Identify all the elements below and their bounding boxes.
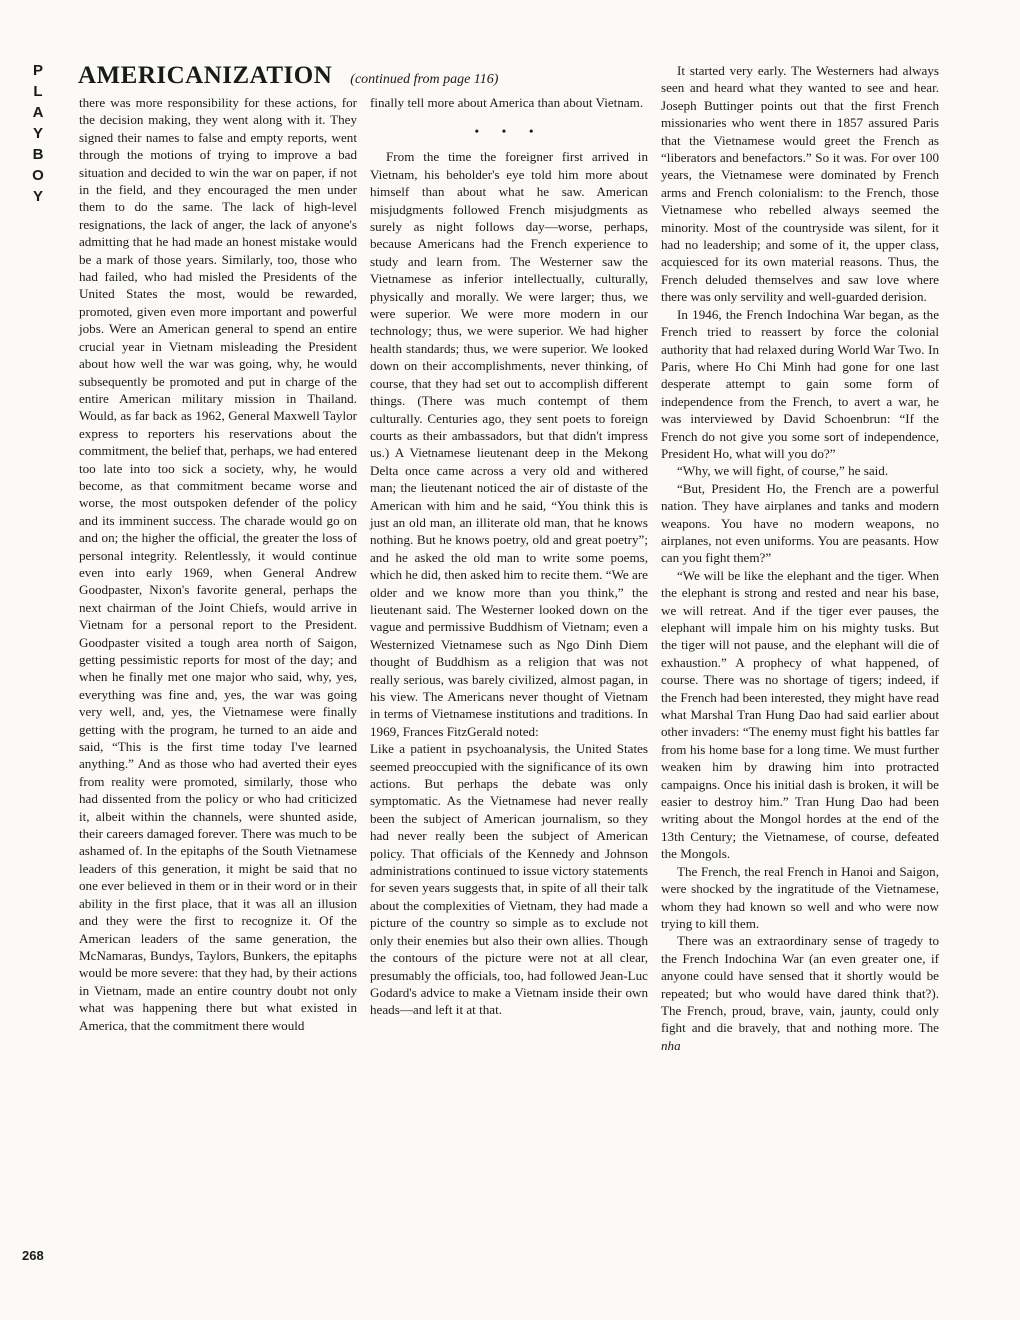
paragraph: From the time the foreigner first arrived in Vietnam, his beholder's eye told him more about himself than about what he saw. American misjudgments followed French misjudgments as surely as night follows day—worse, perhaps, because Americans had the French experience to study and learn from. The Westerner saw the Vietnamese as inferior intellectually, culturally, physically and morally. We were larger; thus, we were superior. We were more modern in our technology; thus, we were superior. We had higher health standards; thus, we were superior. We looked down on their accomplishments, never thinking, of course, that they had set out to accomplish different things. (There was much contempt of them culturally. Centuries ago, they sent poets to foreign courts as their ambassadors, but that didn't impress us.) A Vietnamese lieutenant deep in the Mekong Delta once came across a very old and withered man; the lieutenant noticed the air of distaste of the American with him and he said, “You think this is just an old man, an illiterate old man, that he knows nothing. But he knows poetry, old and great poetry”; and he asked the old man to write some poems, which he did, then asked him to recite them. “We are older and we know more than you think,” the lieutenant said. The Westerner looked down on the vague and permissive Buddhism of Vietnam; even a Westernized Vietnamese such as Ngo Dinh Diem thought of Buddhism as a religion that was not really serious, was barely civilized, almost pagan, in his view. The Americans never thought of Vietnam in terms of Vietnamese institutions and traditions. In 1969, Frances FitzGerald noted: xyxy=(370,149,648,739)
section-separator: • • • xyxy=(474,124,544,139)
side-title-letter: Y xyxy=(32,188,43,205)
block-quote: Like a patient in psychoanalysis, the United States seemed preoccupied with the significance of its own actions. But perhaps the debate was only symptomatic. As the Vietnamese had never really been the subject of American journalism, so they had never really been the subject of American policy. That officials of the Kennedy and Johnson administrations continued to issue victory statements for seven years suggests that, in spite of all their talk about the complexities of Vietnam, they had made a picture of the country so simple as to exclude not only their enemies but also their own allies. Though the contours of the picture were not at all clear, presumably the officials, too, had followed Jean-Luc Godard's advice to make a Vietnam inside their own heads—and left it at that. xyxy=(370,741,648,1018)
column-1 xyxy=(79,94,357,1034)
paragraph: “But, President Ho, the French are a powerful nation. They have airplanes and tanks and modern weapons. You have no modern weapons, no airplanes, not even uniforms. You are peasants. How can you fight them?” xyxy=(661,480,939,566)
article-heading xyxy=(78,62,638,94)
side-title-letter: A xyxy=(32,104,44,121)
magazine-side-title xyxy=(28,60,48,207)
side-title-letter: L xyxy=(33,83,43,100)
column-3 xyxy=(661,62,939,1054)
column-2 xyxy=(370,94,648,1019)
paragraph: “Why, we will fight, of course,” he said. xyxy=(677,463,889,479)
article-title: AMERICANIZATION xyxy=(78,62,333,89)
paragraph-lead: finally tell more about America than about Vietnam. xyxy=(370,95,644,110)
side-title-letter: B xyxy=(32,146,44,163)
side-title-letter: O xyxy=(32,167,44,184)
paragraph: there was more responsibility for these actions, for the decision making, they went along with it. They signed their names to false and empty reports, went through the motions of trying to improve a bad situation and decided to win the war on paper, if not in the field, and they encouraged the men under them to do the same. The lack of high-level resignations, the lack of anger, the lack of anyone's admitting that he had made an honest mistake would be a mark of those years. Similarly, too, those who had failed, who had misled the Presidents of the United States the most, would be rewarded, promoted, given even more important and powerful jobs. Were an American general to spend an entire crucial year in Vietnam misleading the President about how well the war was going, why, he would subsequently be promoted and put in charge of the entire American military mission in Thailand. Would, as far back as 1962, General Maxwell Taylor express to reporters his reservations about the commitment, the belief that, perhaps, we had entered too late into too sick a society, why, he would become, as that commitment became worse and worse, the most outspoken defender of the policy and its imminent success. The charade would go on and on; the higher the official, the greater the loss of personal integrity. Relentlessly, it would continue even into early 1969, when General Andrew Goodpaster, Nixon's favorite general, perhaps the next chairman of the Joint Chiefs, would arrive in Vietnam for a personal report to the President. Goodpaster visited a tough area north of Saigon, getting pessimistic reports for most of the day; and when he finally met one major who said, why, yes, everything was fine and, yes, the war was going very well, and, yes, the Vietnamese were finally getting with the program, he turned to an aide and said, “This is the first time today I've learned anything.” And as those who had averted their eyes from reality were promoted, similarly, those who had dissented from the policy or who had criticized it, albeit within the channels, were shunted aside, their careers damaged forever. There was much to be ashamed of. In the epitaphs of the South Vietnamese leaders of this generation, it might be said that no one ever believed in them or in their word or in their ability in the first place, that it was all an illusion and they were the first to recognize it. Of the American leaders of the same generation, the McNamaras, Bundys, Taylors, Bunkers, the epitaphs would be more severe: that they had, by their actions in Vietnam, made an entire country doubt not only what was happening there but what existed in America, that the commitment there would xyxy=(79,95,357,1033)
continued-note: (continued from page 116) xyxy=(350,72,499,87)
paragraph: “We will be like the elephant and the tiger. When the elephant is strong and rested and near his base, we will retreat. And if the tiger ever pauses, the elephant will impale him on his mighty tusks. But the tiger will not pause, and the elephant will die of exhaustion.” A prophecy of what happened, of course. There was no shortage of tigers; indeed, if the French had been interested, they might have read what Marshal Tran Hung Dao had said earlier about other invaders: “The enemy must fight his battles far from his home base for a long time. We must further weaken him by drawing him into protracted campaigns. Once his initial dash is broken, it will be easier to destroy him.” Tran Hung Dao had been writing about the Mongol hordes at the end of the 13th Century; the Vietnamese, of course, defeated the Mongols. xyxy=(661,567,939,862)
page-number: 268 xyxy=(22,1248,44,1263)
paragraph: It started very early. The Westerners had always seen and heard what they wanted to see and hear. Joseph Buttinger points out that the first French missionaries who went there in 1857 assured Paris that the Vietnamese would greet the French as “liberators and benefactors.” So it was. For over 100 years, the Vietnamese were dominated by French arms and French colonialism: to the French, those Vietnamese who rebelled always seemed the minority. Most of the countryside was silent, for it had no leadership; and some of it, the upper class, acquiesced for its own material reasons. Thus, the French deluded themselves and saw love where there was only servility and well-guarded derision. xyxy=(661,63,939,305)
side-title-letter: Y xyxy=(32,125,43,142)
paragraph: In 1946, the French Indochina War began, as the French tried to reassert by force the colonial authority that had relaxed during World War Two. In Paris, where Ho Chi Minh had gone for one last desperate attempt to gain some form of independence from the French, to avert a war, he was interviewed by David Schoenbrun: “If the French do not give you some sort of independence, President Ho, what will you do?” xyxy=(661,306,939,461)
side-title-letter: P xyxy=(32,62,43,79)
trailing-italic-word: nha xyxy=(661,1037,681,1053)
paragraph: The French, the real French in Hanoi and Saigon, were shocked by the ingratitude of the Vietnamese, whom they had known so well and who were now trying to kill them. xyxy=(661,863,939,931)
paragraph-last xyxy=(661,932,939,1054)
paragraph-text: There was an extraordinary sense of tragedy to the French Indochina War (an even greater one, if anyone could have sensed that it shortly would be repeated; but who would have dared think that?). The French, proud, brave, vain, jaunty, could only fight and die bravely, that and nothing more. The xyxy=(661,933,939,1036)
